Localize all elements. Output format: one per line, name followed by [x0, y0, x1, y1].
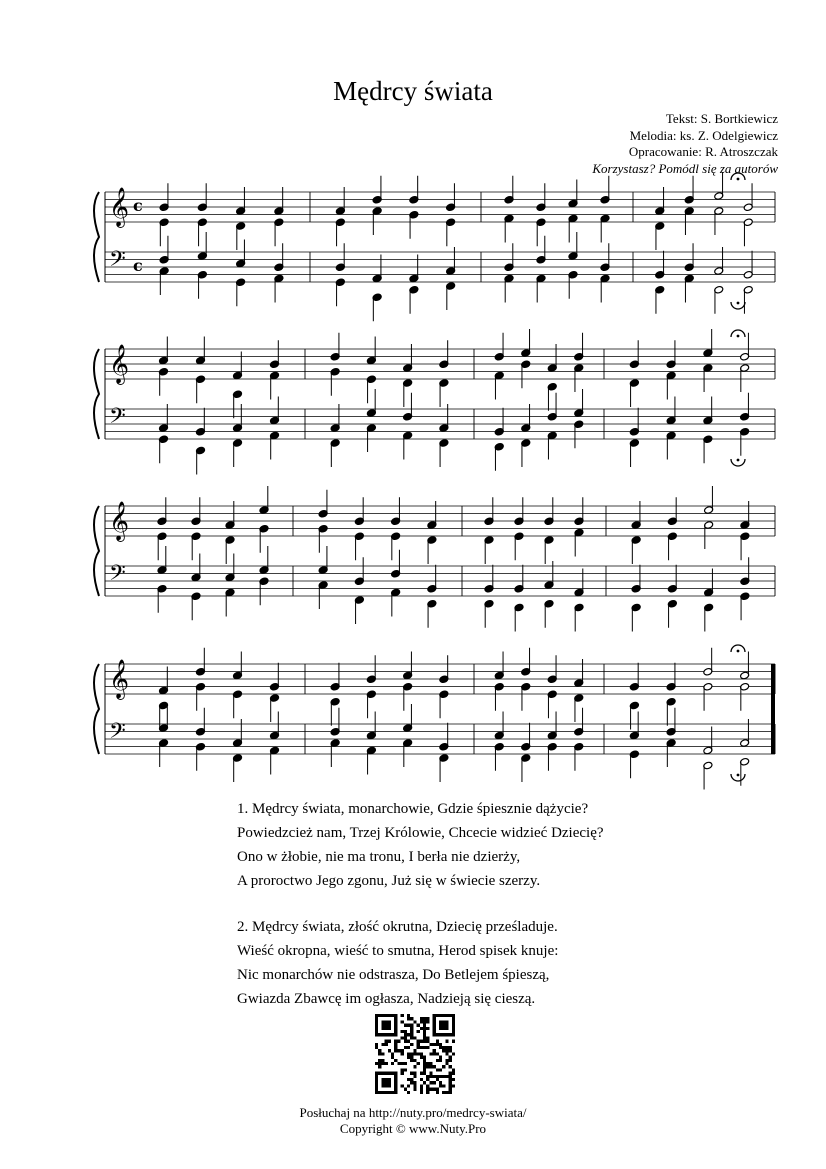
bass-clef-icon: 𝄢	[109, 404, 126, 434]
lyric-line: Wieść okropna, wieść to smutna, Herod spisek knuje:	[237, 943, 559, 959]
lyric-line: Gwiazda Zbawcę im ogłasza, Nadzieją się cieszą.	[237, 991, 536, 1007]
lyrics	[237, 797, 604, 1033]
bass-clef-icon: 𝄢	[109, 561, 126, 591]
bass-clef-icon: 𝄢	[109, 247, 126, 277]
credit-donate: Korzystasz? Pomódl się za autorów	[592, 160, 778, 176]
treble-clef-icon: 𝄞	[109, 187, 130, 227]
listen-link[interactable]: Posłuchaj na http://nuty.pro/medrcy-swiata/	[299, 1105, 527, 1120]
lyric-line: 2. Mędrcy świata, złość okrutna, Dziecię prześladuje.	[237, 919, 558, 935]
footer	[0, 1105, 826, 1137]
brace	[94, 506, 99, 596]
time-signature: c	[133, 196, 143, 215]
lyric-line: 1. Mędrcy świata, monarchowie, Gdzie śpiesznie dążycie?	[237, 801, 589, 817]
fermata-dot	[737, 302, 740, 305]
page-title: Mędrcy świata	[333, 76, 493, 106]
fermata-dot	[737, 774, 740, 777]
fermata-dot	[737, 335, 740, 338]
credit-arrangement: Opracowanie: R. Atroszczak	[628, 144, 778, 159]
fermata-dot	[737, 178, 740, 181]
lyrics-stanza-2	[237, 915, 604, 1011]
treble-clef-icon: 𝄞	[109, 344, 130, 384]
qr-code-icon[interactable]	[375, 1014, 455, 1094]
lyric-line: Ono w żłobie, nie ma tronu, I berła nie dzierży,	[237, 849, 521, 865]
treble-clef-icon: 𝄞	[109, 659, 130, 699]
lyric-line: A proroctwo Jego zgonu, Już się w świecie szerzy.	[237, 873, 541, 889]
credit-text: Tekst: S. Bortkiewicz	[665, 111, 778, 126]
fermata-dot	[737, 650, 740, 653]
lyrics-stanza-1	[237, 797, 604, 893]
lyric-line: Powiedzcież nam, Trzej Królowie, Chcecie widzieć Dziecię?	[237, 825, 604, 841]
final-bar-line	[771, 664, 775, 754]
fermata-dot	[737, 459, 740, 462]
treble-clef-icon: 𝄞	[109, 501, 130, 541]
brace	[94, 349, 99, 439]
brace	[94, 664, 99, 754]
credit-melody: Melodia: ks. Z. Odelgiewicz	[629, 127, 778, 143]
lyric-line: Nic monarchów nie odstrasza, Do Betlejem śpieszą,	[237, 967, 550, 983]
time-signature: c	[133, 256, 143, 275]
brace	[94, 192, 99, 282]
bass-clef-icon: 𝄢	[109, 719, 126, 749]
copyright: Copyright © www.Nuty.Pro	[339, 1121, 487, 1136]
